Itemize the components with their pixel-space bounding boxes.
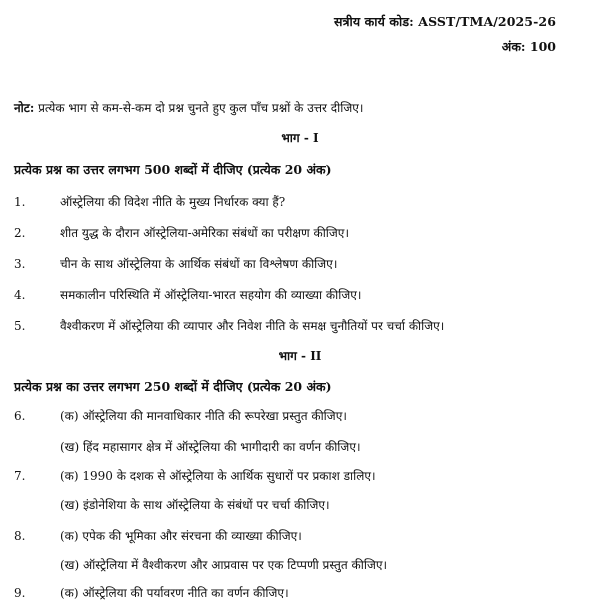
question-3	[14, 255, 337, 272]
question-part-a: (क) 1990 के दशक से ऑस्ट्रेलिया के आर्थिक सुधारों पर प्रकाश डालिए।	[60, 469, 376, 483]
question-number: 3.	[14, 257, 26, 271]
question-text: समकालीन परिस्थिति में ऑस्ट्रेलिया-भारत सहयोग की व्याख्या कीजिए।	[60, 288, 362, 302]
question-9	[14, 584, 289, 601]
question-number: 2.	[14, 226, 26, 240]
question-6-part-b: (ख) हिंद महासागर क्षेत्र में ऑस्ट्रेलिया की भागीदारी का वर्णन कीजिए।	[60, 440, 361, 454]
part1-title: भाग - I	[281, 131, 319, 145]
question-6	[14, 407, 347, 424]
question-1	[14, 193, 285, 210]
part2-instruction: प्रत्येक प्रश्न का उत्तर लगभग 250 शब्दों में दीजिए (प्रत्येक 20 अंक)	[14, 379, 332, 394]
note	[14, 99, 363, 116]
question-number: 9.	[14, 586, 26, 600]
part1-instruction: प्रत्येक प्रश्न का उत्तर लगभग 500 शब्दों में दीजिए (प्रत्येक 20 अंक)	[14, 162, 332, 177]
question-part-a: (क) ऑस्ट्रेलिया की पर्यावरण नीति का वर्णन कीजिए।	[60, 586, 289, 600]
total-marks: अंक: 100	[501, 39, 556, 54]
question-text: ऑस्ट्रेलिया की विदेश नीति के मुख्य निर्धारक क्या हैं?	[60, 195, 286, 209]
question-number: 1.	[14, 195, 26, 209]
assignment-code: सत्रीय कार्य कोड: ASST/TMA/2025-26	[334, 14, 556, 29]
question-text: शीत युद्ध के दौरान ऑस्ट्रेलिया-अमेरिका संबंधों का परीक्षण कीजिए।	[60, 226, 349, 240]
question-number: 6.	[14, 409, 26, 423]
question-8	[14, 527, 302, 544]
note-label: नोट:	[14, 101, 35, 115]
question-4	[14, 286, 361, 303]
question-part-a: (क) ऑस्ट्रेलिया की मानवाधिकार नीति की रूपरेखा प्रस्तुत कीजिए।	[60, 409, 347, 423]
question-7-part-b: (ख) इंडोनेशिया के साथ ऑस्ट्रेलिया के संबंधों पर चर्चा कीजिए।	[60, 498, 330, 512]
question-text: वैश्वीकरण में ऑस्ट्रेलिया की व्यापार और निवेश नीति के समक्ष चुनौतियों पर चर्चा कीजिए।	[60, 319, 445, 333]
question-number: 4.	[14, 288, 26, 302]
question-8-part-b: (ख) ऑस्ट्रेलिया में वैश्वीकरण और आप्रवास पर एक टिप्पणी प्रस्तुत कीजिए।	[60, 558, 388, 572]
question-number: 7.	[14, 469, 26, 483]
question-number: 8.	[14, 529, 26, 543]
question-5	[14, 317, 444, 334]
part2-title: भाग - II	[278, 349, 322, 363]
question-7	[14, 467, 376, 484]
question-part-a: (क) एपेक की भूमिका और संरचना की व्याख्या कीजिए।	[60, 529, 302, 543]
question-number: 5.	[14, 319, 26, 333]
question-text: चीन के साथ ऑस्ट्रेलिया के आर्थिक संबंधों का विश्लेषण कीजिए।	[60, 257, 338, 271]
note-text: प्रत्येक भाग से कम-से-कम दो प्रश्न चुनते हुए कुल पाँच प्रश्नों के उत्तर दीजिए।	[34, 101, 364, 115]
question-2	[14, 224, 349, 241]
